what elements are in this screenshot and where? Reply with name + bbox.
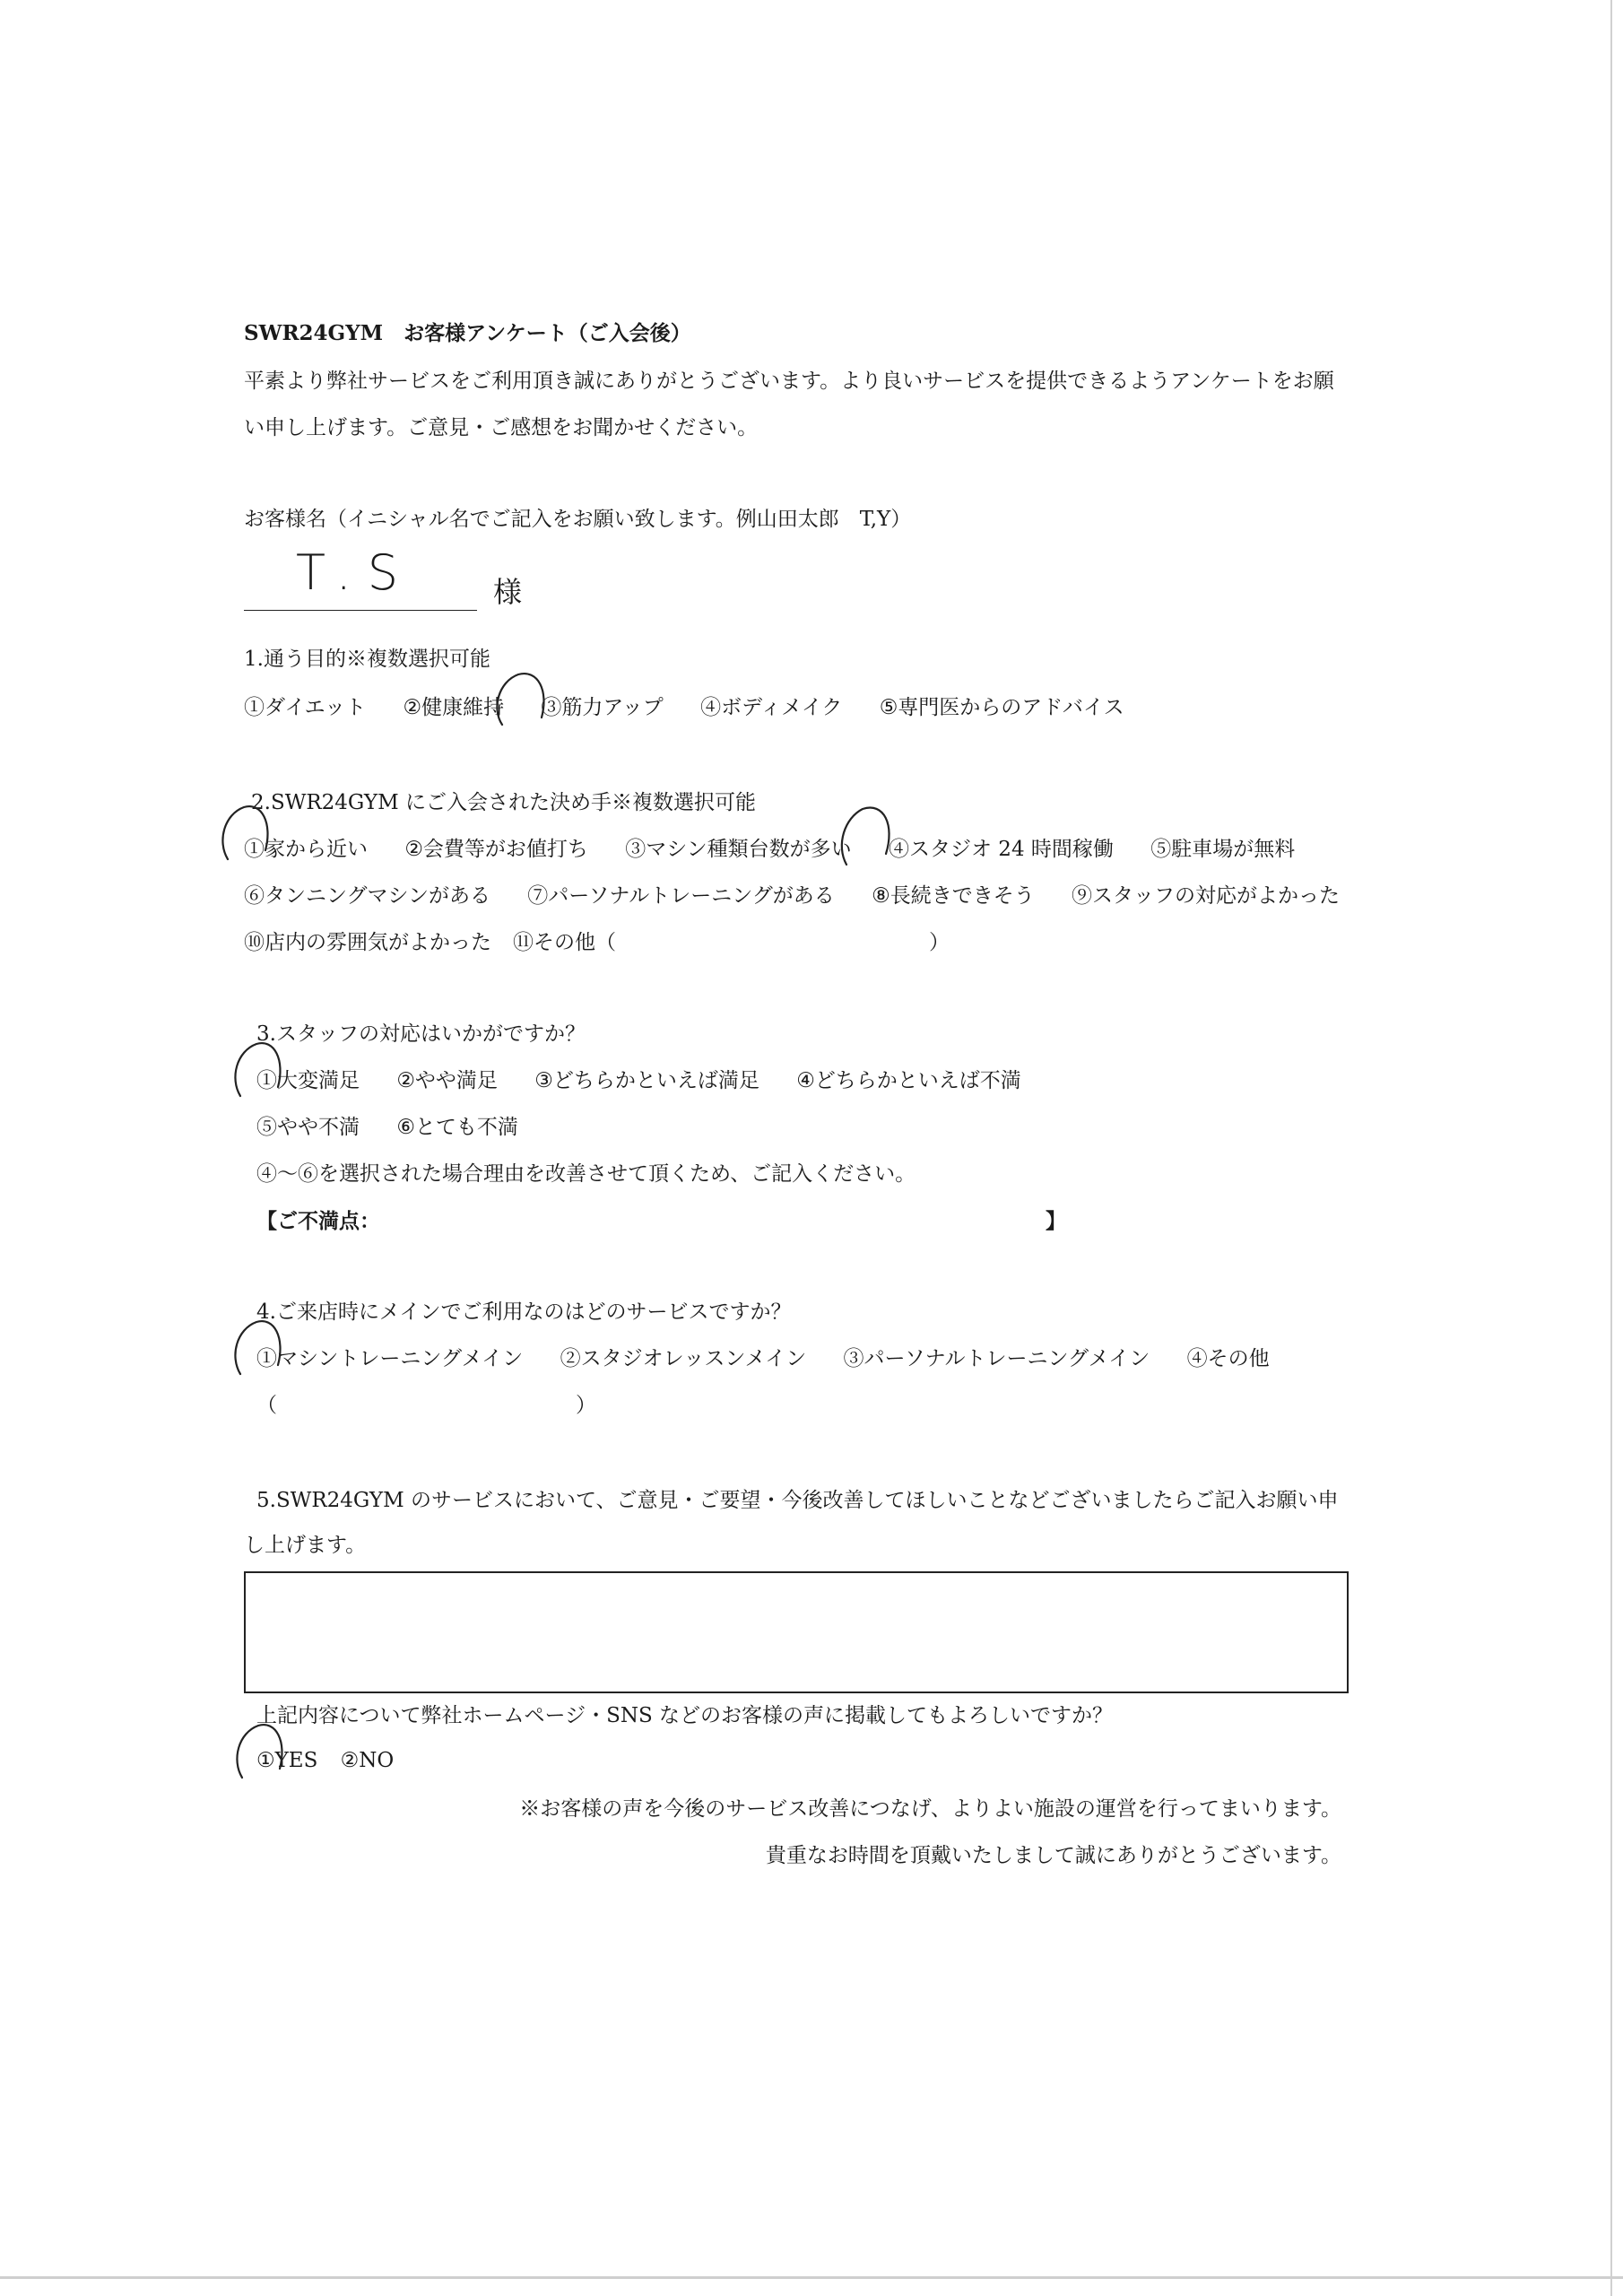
q3-option-1[interactable]: ①大変満足 xyxy=(256,1069,360,1092)
q3-complaint-label: 【ご不満点： xyxy=(256,1209,380,1233)
q3-note: ④～⑥を選択された場合理由を改善させて頂くため、ご記入ください。 xyxy=(256,1162,916,1186)
q4-option-2[interactable]: ②スタジオレッスンメイン xyxy=(560,1347,807,1370)
q1-option-1[interactable]: ①ダイエット xyxy=(244,696,367,719)
q4-option-1[interactable]: ①マシントレーニングメイン xyxy=(256,1347,524,1370)
q5-comment-box[interactable] xyxy=(244,1571,1349,1693)
survey-title: SWR24GYM お客様アンケート（ご入会後） xyxy=(244,321,691,345)
q5-line-1: 5.SWR24GYM のサービスにおいて、ご意見・ご要望・今後改善してほしいことなどございましたらご記入お願い申 xyxy=(256,1489,1339,1512)
q5-line-2: し上げます。 xyxy=(244,1534,367,1557)
q2-option-8[interactable]: ⑧長続きできそう xyxy=(872,884,1035,908)
q3-option-5[interactable]: ⑤やや不満 xyxy=(256,1116,360,1139)
scan-edge-right xyxy=(1610,0,1612,2296)
name-handwritten[interactable]: T.S xyxy=(296,544,415,601)
q1-title: 1.通う目的※複数選択可能 xyxy=(244,648,490,671)
q2-option-7[interactable]: ⑦パーソナルトレーニングがある xyxy=(527,884,835,908)
q3-title: 3.スタッフの対応はいかがですか？ xyxy=(256,1022,586,1046)
q3-option-3[interactable]: ③どちらかといえば満足 xyxy=(534,1069,759,1092)
q4-other-close-paren: ） xyxy=(576,1394,596,1417)
q4-options xyxy=(256,1349,1270,1370)
q4-option-4[interactable]: ④その他 xyxy=(1186,1347,1270,1370)
q2-option-4[interactable]: ④スタジオ 24 時間稼働 xyxy=(889,838,1114,861)
name-underline xyxy=(244,610,477,611)
q1-option-3[interactable]: ③筋力アップ xyxy=(541,696,664,719)
q4-title: 4.ご来店時にメインでご利用なのはどのサービスですか？ xyxy=(256,1300,792,1324)
q3-option-4[interactable]: ④どちらかといえば不満 xyxy=(796,1069,1021,1092)
q2-option-2[interactable]: ②会費等がお値打ち xyxy=(404,838,588,861)
q2-option-6[interactable]: ⑥タンニングマシンがある xyxy=(244,884,490,908)
name-suffix: 様 xyxy=(493,575,523,609)
q3-option-2[interactable]: ②やや満足 xyxy=(396,1069,498,1092)
intro-line-1: 平素より弊社サービスをご利用頂き誠にありがとうございます。より良いサービスを提供できるようアンケートをお願 xyxy=(244,370,1334,393)
q2-option-1[interactable]: ①家から近い xyxy=(244,838,368,861)
consent-option-yes[interactable]: ①YES xyxy=(256,1749,318,1772)
q1-option-5[interactable]: ⑤専門医からのアドバイス xyxy=(879,696,1124,719)
q3-options-row-2 xyxy=(256,1118,518,1138)
q1-options xyxy=(244,698,1124,718)
q3-option-6[interactable]: ⑥とても不満 xyxy=(396,1116,518,1139)
q2-title: 2.SWR24GYM にご入会された決め手※複数選択可能 xyxy=(251,791,756,814)
footer-thanks: 貴重なお時間を頂戴いたしまして誠にありがとうございます。 xyxy=(765,1844,1341,1867)
q2-option-10[interactable]: ⑩店内の雰囲気がよかった xyxy=(244,931,491,954)
q2-option-9[interactable]: ⑨スタッフの対応がよかった xyxy=(1072,884,1341,908)
q3-options-row-1 xyxy=(256,1071,1021,1091)
q2-options-row-1 xyxy=(244,839,1295,860)
q2-other-close-paren: ） xyxy=(929,931,950,954)
q3-complaint-close: 】 xyxy=(1046,1209,1066,1233)
q2-options-row-2 xyxy=(244,886,1340,907)
consent-question: 上記内容について弊社ホームページ・SNS などのお客様の声に掲載してもよろしいですか？ xyxy=(256,1704,1114,1727)
q1-option-2[interactable]: ②健康維持 xyxy=(403,696,505,719)
consent-options xyxy=(256,1751,394,1771)
scan-edge-bottom xyxy=(0,2276,1623,2279)
intro-line-2: い申し上げます。ご意見・ご感想をお聞かせください。 xyxy=(244,416,759,439)
q2-option-3[interactable]: ③マシン種類台数が多い xyxy=(625,838,852,861)
q4-other-open-paren: （ xyxy=(256,1394,277,1417)
q2-option-11-other[interactable]: ⑪その他（ xyxy=(513,931,616,954)
name-label: お客様名（イニシャル名でご記入をお願い致します。例山田太郎 T,Y） xyxy=(244,508,912,531)
consent-option-no[interactable]: ②NO xyxy=(340,1749,395,1772)
q4-option-3[interactable]: ③パーソナルトレーニングメイン xyxy=(843,1347,1150,1370)
footer-note: ※お客様の声を今後のサービス改善につなげ、よりよい施設の運営を行ってまいります。 xyxy=(519,1797,1341,1821)
q2-option-5[interactable]: ⑤駐車場が無料 xyxy=(1150,838,1296,861)
q1-option-4[interactable]: ④ボディメイク xyxy=(700,696,843,719)
